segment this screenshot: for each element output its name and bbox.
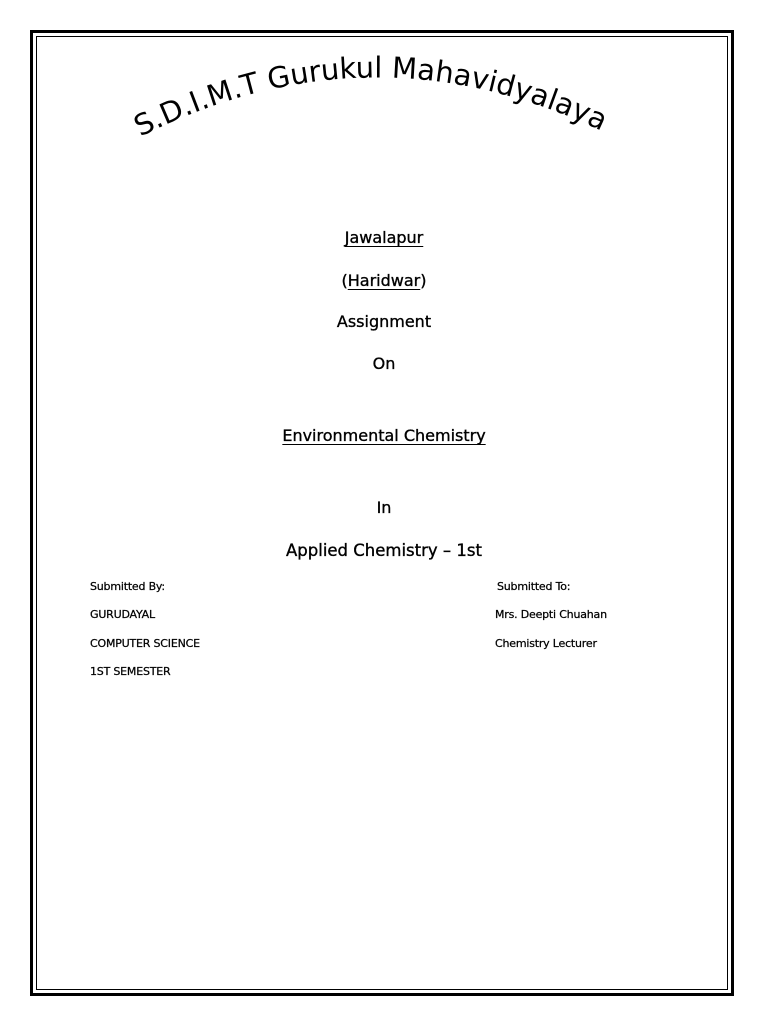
college-name-arc	[0, 0, 768, 200]
teacher-name: Mrs. Deepti Chuahan	[495, 608, 607, 621]
district-line	[0, 271, 768, 290]
place: Jawalapur	[344, 228, 424, 247]
district-open-paren: (	[341, 271, 348, 290]
on-label: On	[372, 354, 396, 373]
subject: Environmental Chemistry	[282, 426, 486, 445]
subject-line	[0, 426, 768, 445]
student-department: COMPUTER SCIENCE	[90, 637, 200, 650]
submitted-by-heading: Submitted By:	[90, 580, 165, 593]
student-name: GURUDAYAL	[90, 608, 155, 621]
course: Applied Chemistry – 1st	[286, 541, 482, 560]
college-name: S.D.I.M.T Gurukul Mahavidyalaya	[128, 50, 613, 144]
district-close-paren: )	[420, 271, 427, 290]
in-label: In	[376, 498, 392, 517]
district: Haridwar	[347, 271, 421, 290]
assignment-label: Assignment	[336, 312, 432, 331]
student-semester: 1ST SEMESTER	[90, 665, 171, 678]
submitted-to-heading: Submitted To:	[497, 580, 571, 593]
teacher-designation: Chemistry Lecturer	[495, 637, 597, 650]
place-line	[0, 228, 768, 247]
svg-text:S.D.I.M.T Gurukul Mahavidyalay	[128, 50, 613, 143]
